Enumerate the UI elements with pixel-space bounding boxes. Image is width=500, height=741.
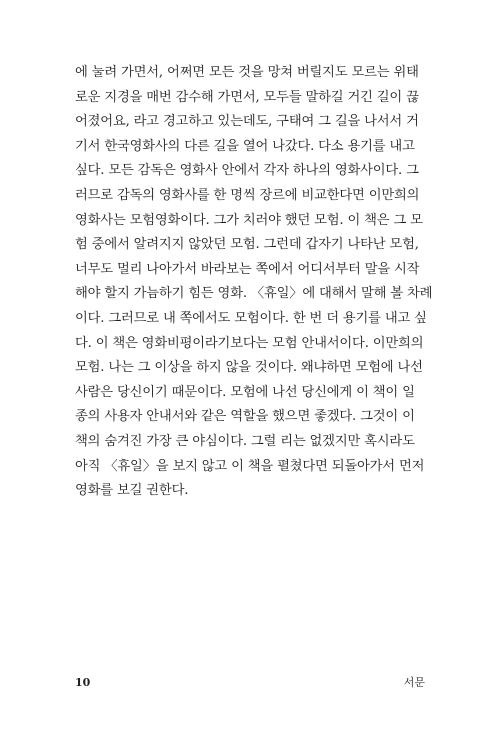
text-line: 책의 숨겨진 가장 큰 야심이다. 그럴 리는 없겠지만 혹시라도	[75, 433, 415, 449]
text-line: 로운 지경을 매번 감수해 가면서, 모두들 말하길 거긴 길이 끊	[75, 89, 419, 105]
body-text	[75, 61, 433, 504]
text-line: 종의 사용자 안내서와 같은 역할을 했으면 좋겠다. 그것이 이	[75, 409, 415, 425]
text-line: 험 중에서 알려지지 않았던 모험. 그런데 갑자기 나타난 모험,	[75, 237, 419, 253]
text-line: 아직 〈휴일〉을 보지 않고 이 책을 펼쳤다면 되돌아가서 먼저	[75, 458, 425, 474]
text-line: 영화를 보길 권한다.	[75, 483, 189, 499]
text-line: 러므로 감독의 영화사를 한 명씩 장르에 비교한다면 이만희의	[75, 187, 420, 203]
text-line: 사람은 당신이기 때문이다. 모험에 나선 당신에게 이 책이 일	[75, 384, 415, 400]
page-number: 10	[75, 676, 91, 689]
text-line: 이다. 그러므로 내 쪽에서도 모험이다. 한 번 더 용기를 내고 싶	[75, 310, 427, 326]
text-line: 어졌어요, 라고 경고하고 있는데도, 구태여 그 길을 나서서 거	[75, 114, 419, 130]
text-line: 에 눌려 가면서, 어쩌면 모든 것을 망쳐 버릴지도 모르는 위태	[75, 65, 419, 80]
text-line: 기서 한국영화사의 다른 길을 열어 나갔다. 다소 용기를 내고	[75, 138, 415, 154]
text-line: 다. 이 책은 영화비평이라기보다는 모험 안내서이다. 이만희의	[75, 335, 424, 351]
text-line: 싶다. 모든 감독은 영화사 안에서 각자 하나의 영화사이다. 그	[75, 163, 419, 179]
text-line: 너무도 멀리 나아가서 바라보는 쪽에서 어디서부터 말을 시작	[75, 261, 420, 277]
page-footer	[75, 674, 425, 692]
text-line: 영화사는 모험영화이다. 그가 치러야 했던 모험. 이 책은 그 모	[75, 212, 423, 228]
text-line: 해야 할지 가늠하기 힘든 영화. 〈휴일〉에 대해서 말해 볼 차례	[75, 286, 433, 302]
section-title: 서문	[403, 676, 425, 689]
text-line: 모험. 나는 그 이상을 하지 않을 것이다. 왜냐하면 모험에 나선	[75, 360, 423, 376]
